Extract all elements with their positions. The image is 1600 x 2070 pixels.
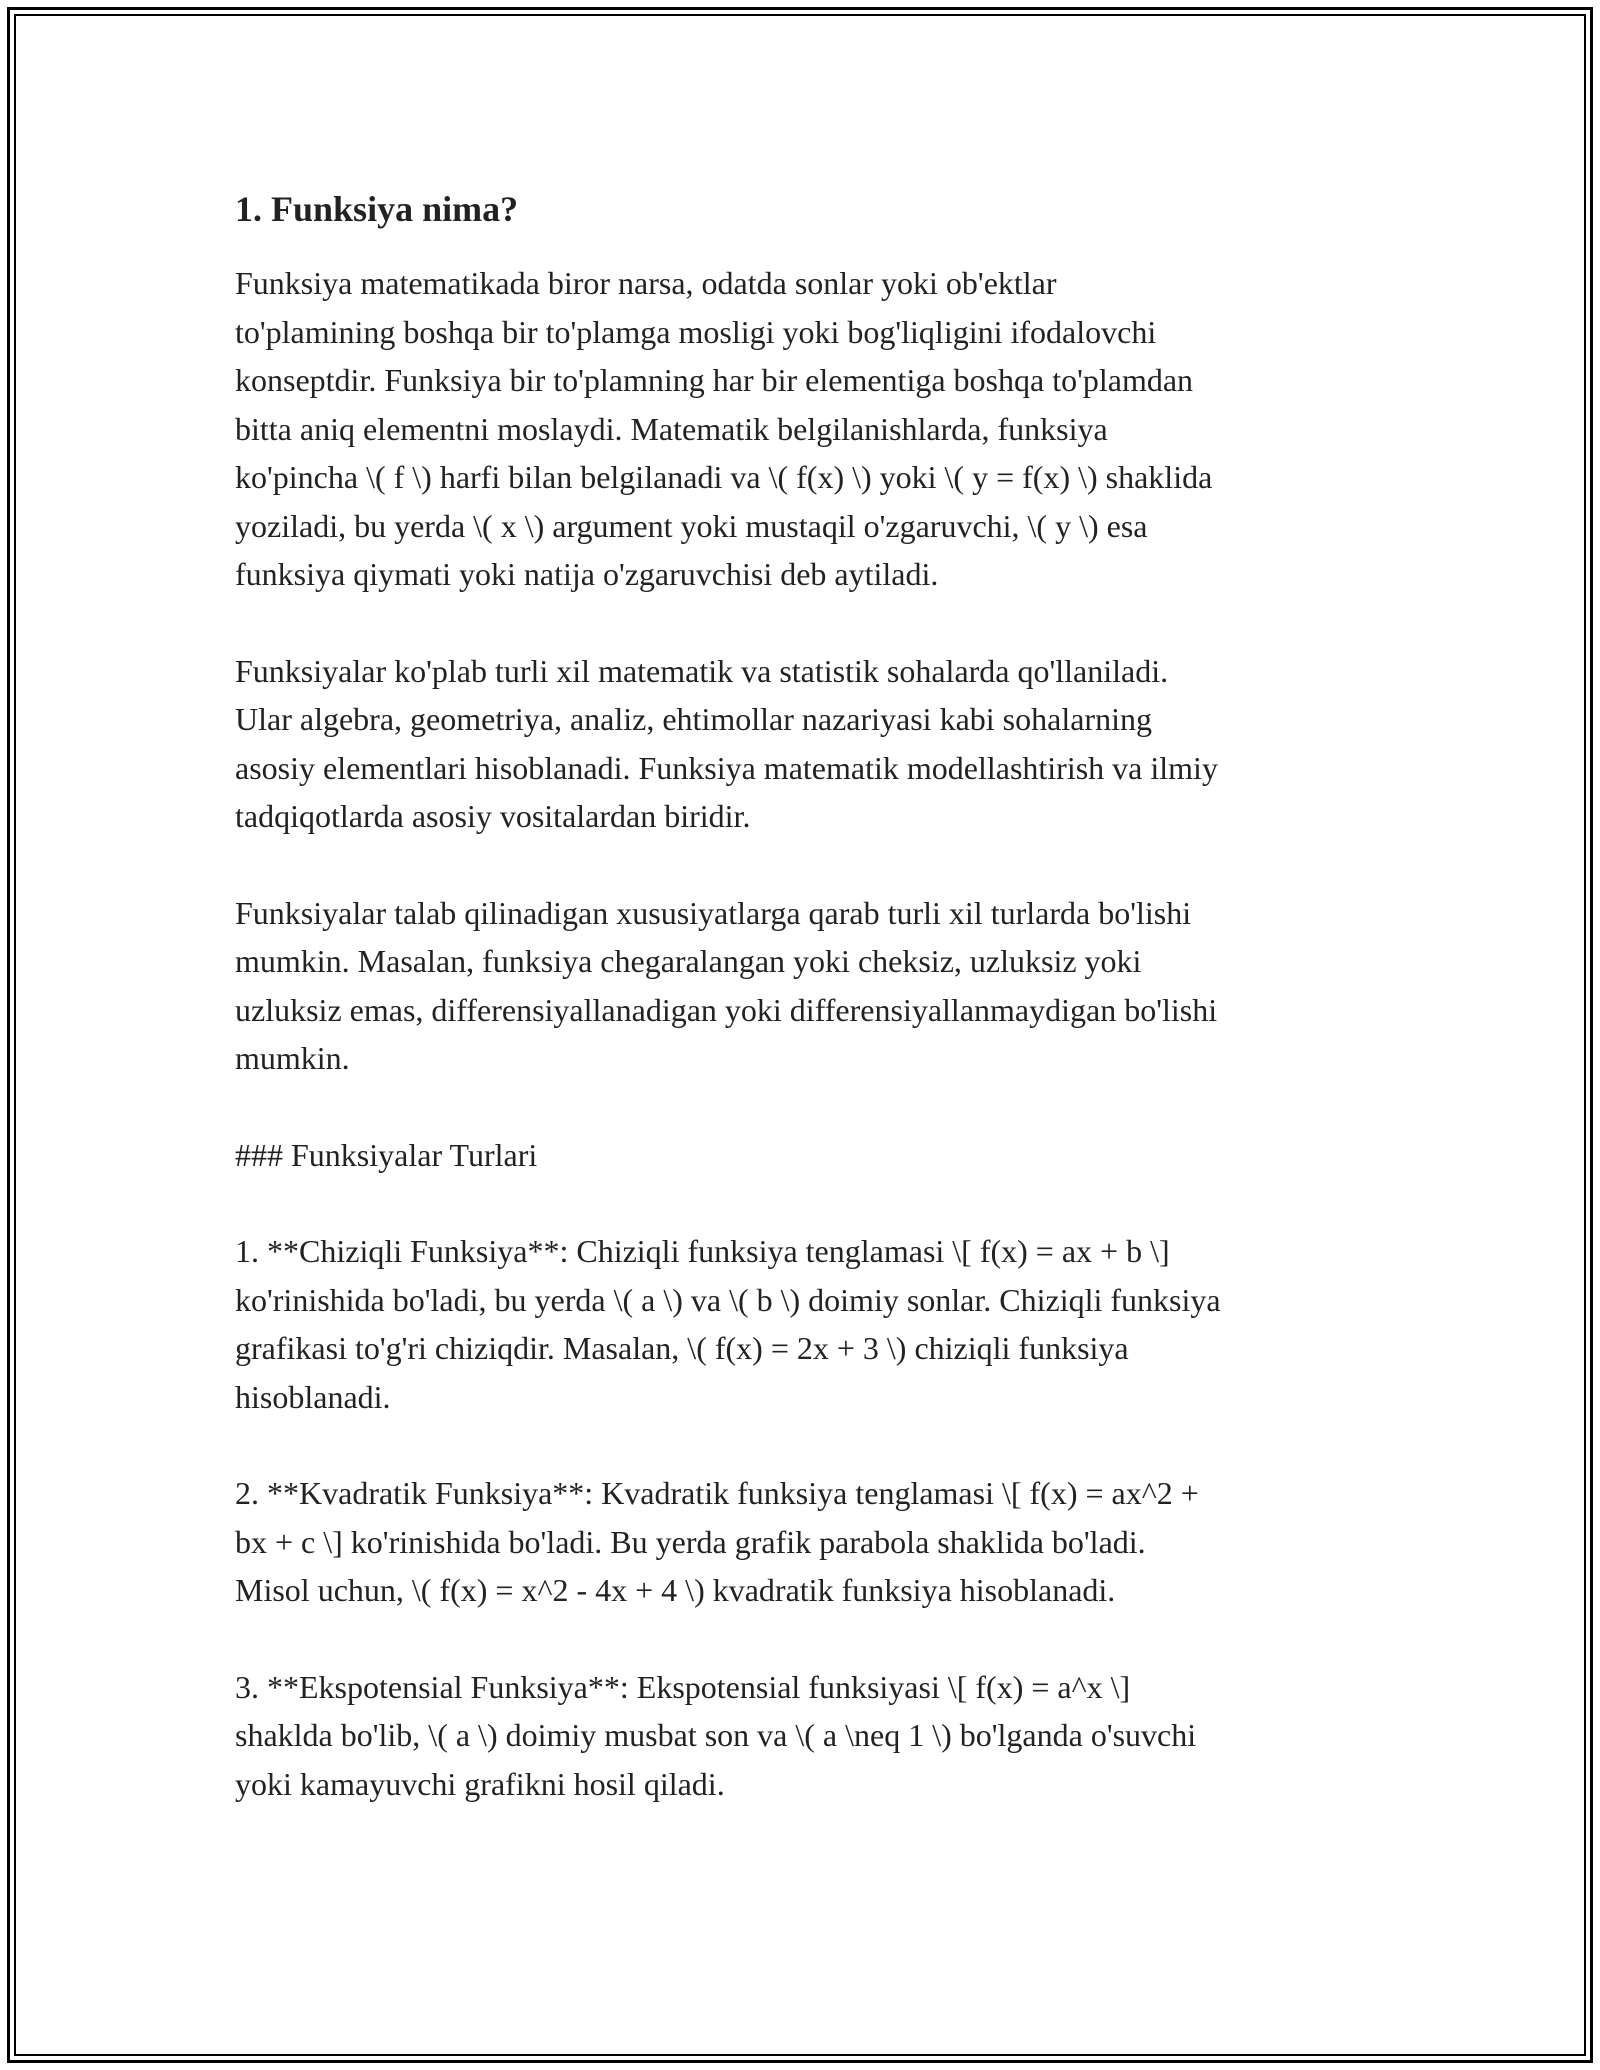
document-body [235, 185, 1375, 1856]
paragraph-properties: Funksiyalar talab qilinadigan xususiyatlarga qarab turli xil turlarda bo'lishi mumkin. Masalan, funksiya chegaralangan yoki cheksiz, uzluksiz yoki uzluksiz emas, differensiyallanadigan yoki differensiyallanmaydigan bo'lishi mumkin. [235, 894, 1218, 1076]
subheading-function-types: ### Funksiyalar Turlari [235, 1136, 538, 1173]
list-item-linear-function: 1. **Chiziqli Funksiya**: Chiziqli funksiya tenglamasi \[ f(x) = ax + b \] ko'rinishida bo'ladi, bu yerda \( a \) va \( b \) doimiy sonlar. Chiziqli funksiya grafikasi to'g'ri chiziqdir. Masalan, \( f(x) = 2x + 3 \) chiziqli funksiya hisoblanadi. [235, 1233, 1221, 1415]
paragraph-definition: Funksiya matematikada biror narsa, odatda sonlar yoki ob'ektlar to'plamining boshqa bir to'plamga mosligi yoki bog'liqligini ifodalovchi konseptdir. Funksiya bir to'plamning har bir elementiga boshqa to'plamdan bitta aniq elementni moslaydi. Matematik belgilanishlarda, funksiya ko'pincha \( f \) harfi bilan belgilanadi va \( f(x) \) yoki \( y = f(x) \) shaklida yoziladi, bu yerda \( x \) argument yoki mustaqil o'zgaruvchi, \( y \) esa funksiya qiymati yoki natija o'zgaruvchisi deb aytiladi. [235, 265, 1213, 592]
paragraph-applications: Funksiyalar ko'plab turli xil matematik va statistik sohalarda qo'llaniladi. Ular algebra, geometriya, analiz, ehtimollar nazariyasi kabi sohalarning asosiy elementlari hisoblanadi. Funksiya matematik modellashtirish va ilmiy tadqiqotlarda asosiy vositalardan biridir. [235, 652, 1218, 834]
section-heading: 1. Funksiya nima? [235, 189, 519, 229]
list-item-exponential-function: 3. **Ekspotensial Funksiya**: Ekspotensial funksiyasi \[ f(x) = a^x \] shaklda bo'lib, \( a \) doimiy musbat son va \( a \neq 1 \) bo'lganda o'suvchi yoki kamayuvchi grafikni hosil qiladi. [235, 1668, 1197, 1802]
list-item-quadratic-function: 2. **Kvadratik Funksiya**: Kvadratik funksiya tenglamasi \[ f(x) = ax^2 + bx + c \] ko'rinishida bo'ladi. Bu yerda grafik parabola shaklida bo'ladi. Misol uchun, \( f(x) = x^2 - 4x + 4 \) kvadratik funksiya hisoblanadi. [235, 1475, 1199, 1608]
